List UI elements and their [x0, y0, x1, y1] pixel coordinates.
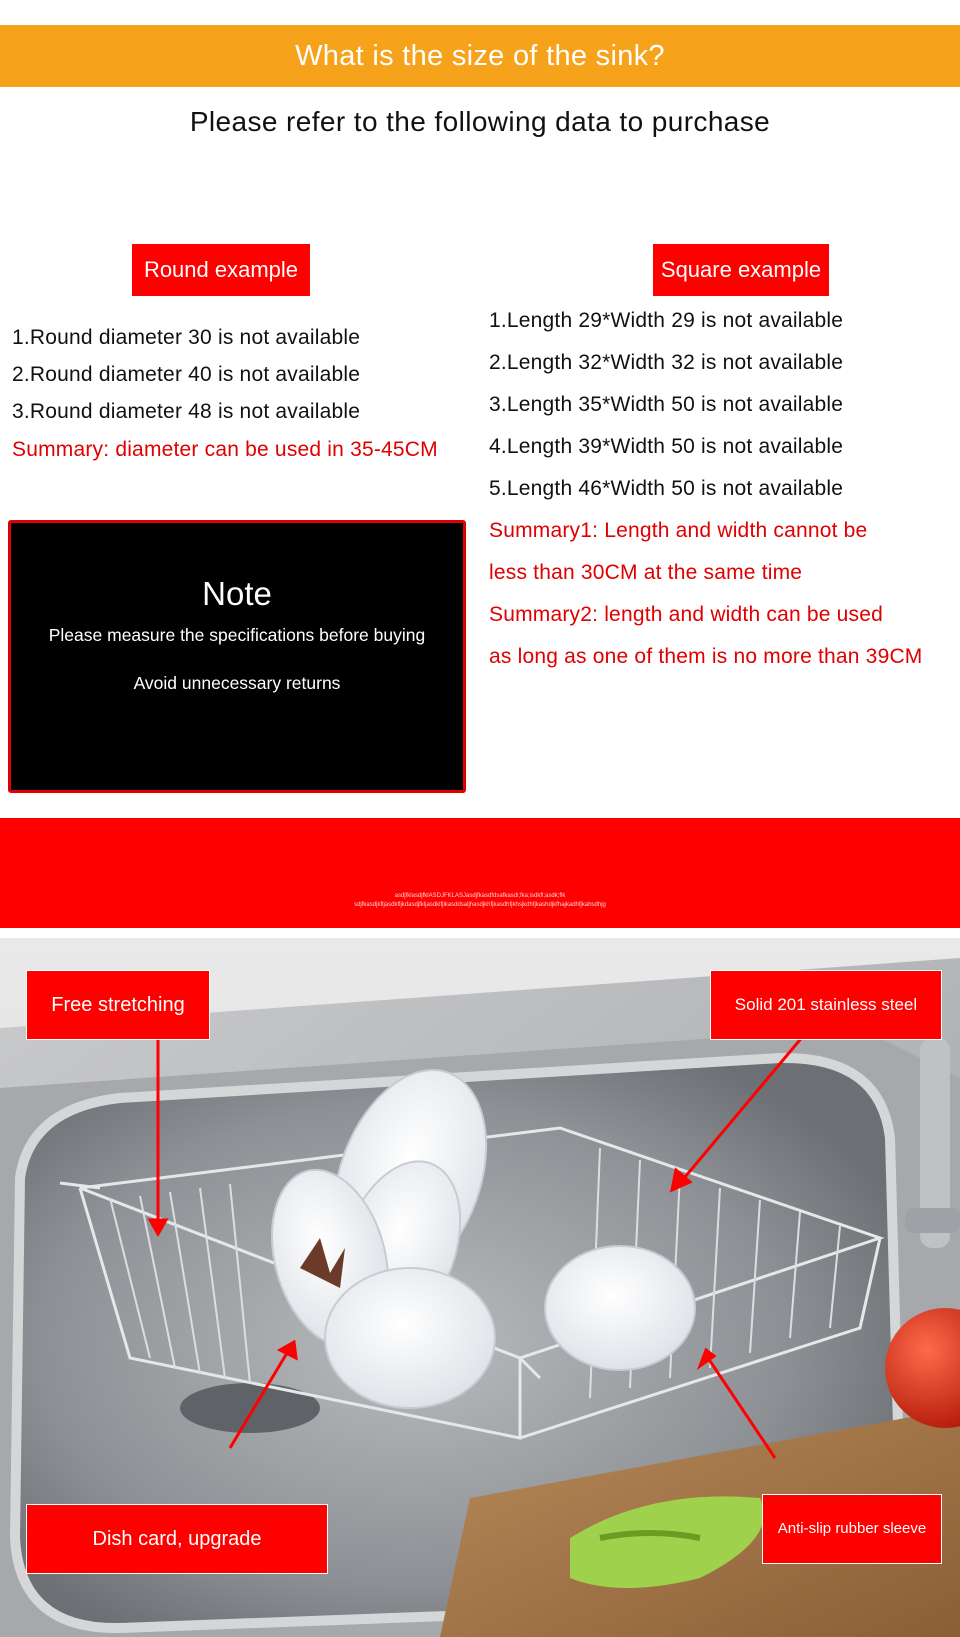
free-stretching-label: Free stretching: [51, 994, 185, 1016]
dish-card-callout: [26, 1504, 328, 1574]
band-filler-text-1: asdjfklasdjfklASDJFKLASJasdjfkasdfdsafkasdi;fka;isdkfl;asdk;flk: [394, 893, 566, 899]
square-example-tag: Square example: [653, 244, 829, 296]
square-item-3: 3.Length 35*Width 50 is not available: [489, 393, 844, 416]
subtitle: Please refer to the following data to purchase: [189, 106, 771, 137]
dish-card-label: Dish card, upgrade: [92, 1528, 262, 1550]
band-filler-text-2: sdjfkasdjkfljasdkfljkdasdjfkljasdklfjlkasddsaljhasdjkhfjkasdhfjkhsjkdhfjkashdjkfhajkadhfjkahsdhjg: [354, 902, 606, 908]
title-text: What is the size of the sink?: [295, 40, 665, 72]
note-title: Note: [202, 575, 272, 612]
square-summary2-line1: Summary2: length and width can be used: [489, 603, 883, 626]
free-stretching-callout: [26, 970, 210, 1040]
square-summary1-line2: less than 30CM at the same time: [489, 561, 803, 584]
square-item-1: 1.Length 29*Width 29 is not available: [489, 309, 844, 332]
red-divider-band: [0, 818, 960, 928]
anti-slip-label: Anti-slip rubber sleeve: [777, 1520, 927, 1537]
square-item-5: 5.Length 46*Width 50 is not available: [489, 477, 844, 500]
square-summary2-line2: as long as one of them is no more than 39CM: [489, 645, 923, 668]
anti-slip-callout: [762, 1494, 942, 1564]
square-item-2: 2.Length 32*Width 32 is not available: [489, 351, 844, 374]
round-item-3: 3.Round diameter 48 is not available: [12, 400, 361, 423]
note-line-returns: Avoid unnecessary returns: [133, 673, 341, 693]
square-item-4: 4.Length 39*Width 50 is not available: [489, 435, 844, 458]
title-banner: [0, 25, 960, 87]
round-summary: Summary: diameter can be used in 35-45CM: [12, 438, 438, 461]
note-box: [8, 520, 466, 793]
round-example-tag: Round example: [132, 244, 310, 296]
round-item-2: 2.Round diameter 40 is not available: [12, 363, 361, 386]
stainless-steel-callout: [710, 970, 942, 1040]
round-item-1: 1.Round diameter 30 is not available: [12, 326, 361, 349]
square-summary1-line1: Summary1: Length and width cannot be: [489, 519, 868, 542]
note-line-measure: Please measure the specifications before buying: [48, 625, 426, 645]
stainless-steel-label: Solid 201 stainless steel: [734, 995, 918, 1014]
